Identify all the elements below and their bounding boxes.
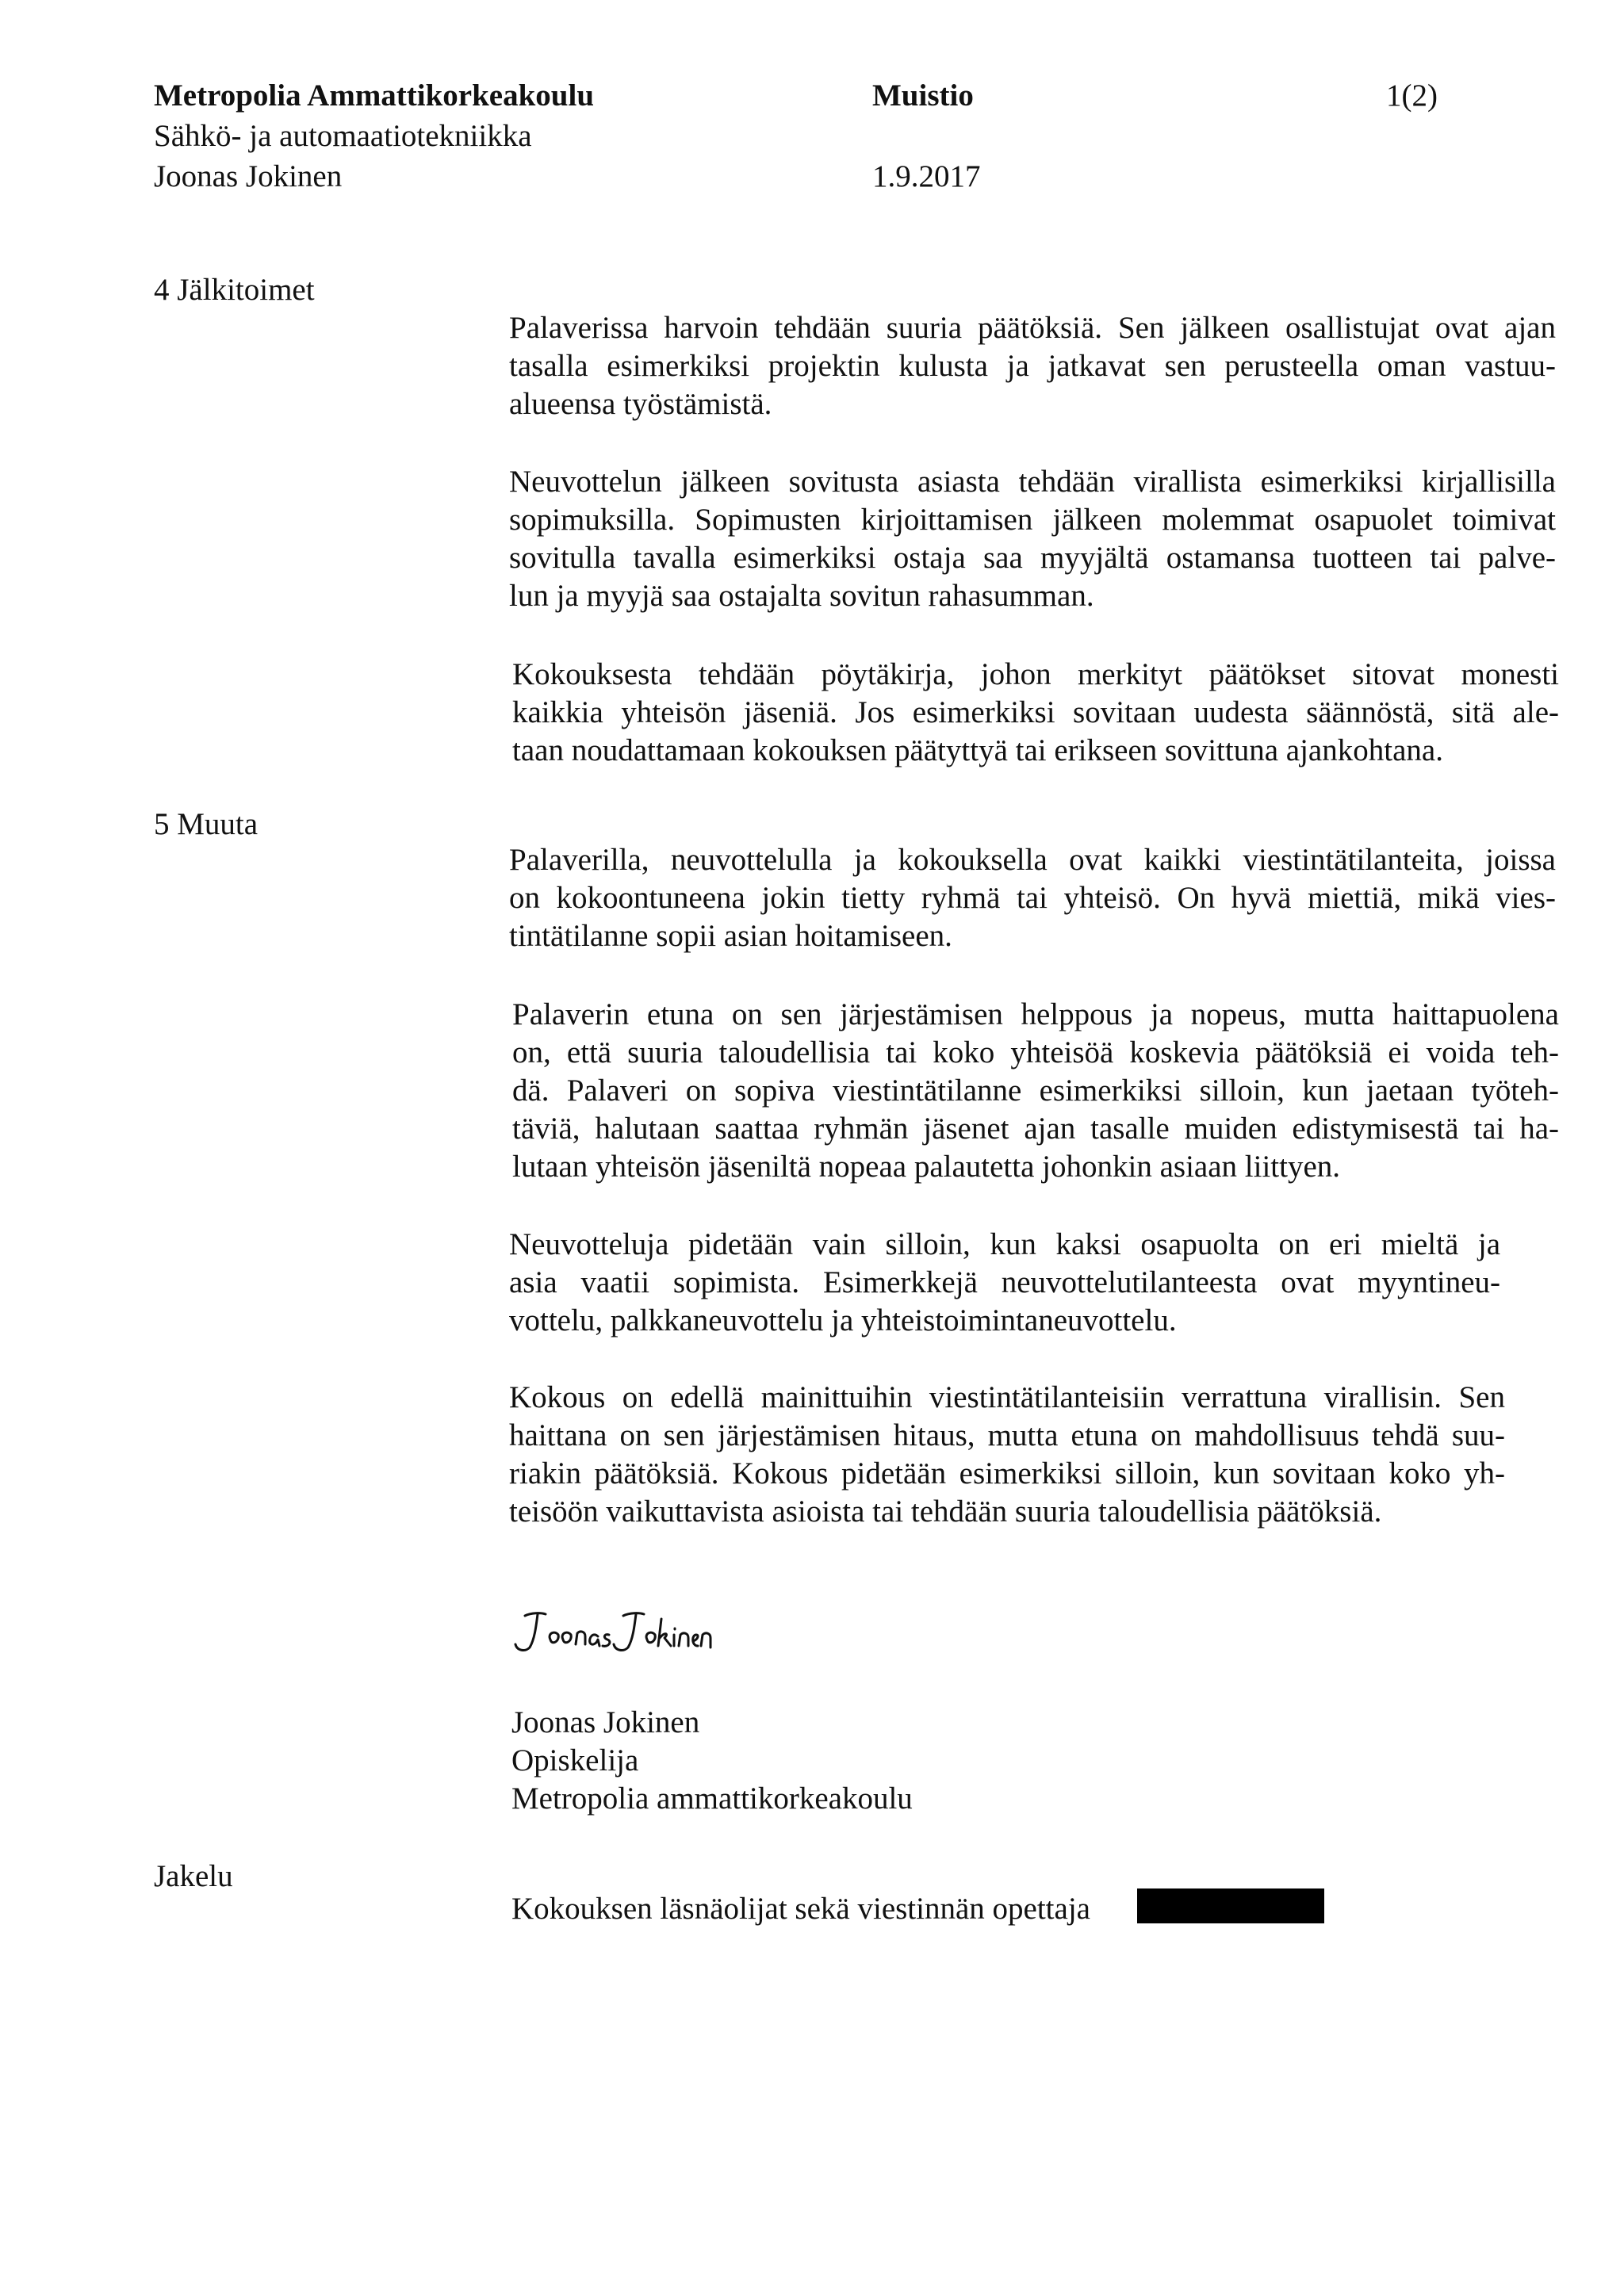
paragraph-line: Palaverilla, neuvottelulla ja kokouksella ovat kaikki viestintätilanteita, joissa (509, 843, 1556, 877)
paragraph-line: Palaverissa harvoin tehdään suuria päätöksiä. Sen jälkeen osallistujat ovat ajan (509, 311, 1556, 345)
header-doc-type: Muistio (872, 78, 974, 113)
signer-title: Opiskelija (511, 1743, 639, 1777)
header-organization: Metropolia Ammattikorkeakoulu (154, 78, 595, 113)
paragraph-line: Neuvotteluja pidetään vain silloin, kun kaksi osapuolta on eri mieltä ja (509, 1227, 1500, 1261)
paragraph-line: asia vaatii sopimista. Esimerkkejä neuvottelutilanteesta ovat myyntineu- (509, 1265, 1500, 1299)
paragraph-line: Palaverin etuna on sen järjestämisen helppous ja nopeus, mutta haittapuolena (512, 997, 1559, 1031)
other-paragraph-1 (509, 841, 1556, 955)
paragraph-line: riakin päätöksiä. Kokous pidetään esimerkiksi silloin, kun sovitaan koko yh- (509, 1456, 1505, 1490)
header-author: Joonas Jokinen (154, 159, 343, 193)
paragraph-line: teisöön vaikuttavista asioista tai tehdään suuria taloudellisia päätöksiä. (509, 1494, 1382, 1529)
paragraph-line: Kokous on edellä mainittuihin viestintätilanteisiin verrattuna virallisin. Sen (509, 1380, 1505, 1414)
paragraph-line: lun ja myyjä saa ostajalta sovitun rahasumman. (509, 579, 1094, 613)
paragraph-line: vottelu, palkkaneuvottelu ja yhteistoimintaneuvottelu. (509, 1303, 1177, 1337)
redaction-bar (1137, 1888, 1324, 1923)
paragraph-line: tintätilanne sopii asian hoitamiseen. (509, 919, 952, 953)
paragraph-line: lutaan yhteisön jäseniltä nopeaa palautetta johonkin asiaan liittyen. (512, 1150, 1341, 1184)
paragraph-line: kaikkia yhteisön jäseniä. Jos esimerkiksi sovitaan uudesta säännöstä, sitä ale- (512, 695, 1559, 729)
paragraph-line: Neuvottelun jälkeen sovitusta asiasta tehdään virallista esimerkiksi kirjallisilla (509, 465, 1556, 499)
other-paragraph-2 (512, 996, 1559, 1186)
paragraph-line: dä. Palaveri on sopiva viestintätilanne esimerkiksi silloin, kun jaetaan työteh- (512, 1073, 1559, 1108)
paragraph-line: taan noudattamaan kokouksen päätyttyä tai erikseen sovittuna ajankohtana. (512, 733, 1443, 767)
other-paragraph-4 (509, 1379, 1505, 1531)
paragraph-line: on kokoontuneena jokin tietty ryhmä tai yhteisö. On hyvä miettiä, mikä vies- (509, 881, 1556, 915)
paragraph-line: alueensa työstämistä. (509, 387, 772, 421)
followup-paragraph-2 (509, 463, 1556, 615)
paragraph-line: tasalla esimerkiksi projektin kulusta ja jatkavat sen perusteella oman vastuu- (509, 349, 1556, 383)
followup-paragraph-3 (512, 656, 1559, 770)
other-paragraph-3 (509, 1226, 1500, 1340)
header-department: Sähkö- ja automaatiotekniikka (154, 119, 532, 153)
paragraph-line: Kokouksesta tehdään pöytäkirja, johon merkityt päätökset sitovat monesti (512, 657, 1559, 691)
signer-name: Joonas Jokinen (511, 1705, 700, 1739)
paragraph-line: haittana on sen järjestämisen hitaus, mutta etuna on mahdollisuus tehdä suu- (509, 1418, 1505, 1452)
followup-paragraph-1 (509, 309, 1556, 423)
signer-organization: Metropolia ammattikorkeakoulu (511, 1781, 913, 1816)
header-date: 1.9.2017 (872, 159, 981, 193)
distribution-text: Kokouksen läsnäolijat sekä viestinnän opettaja (511, 1892, 1090, 1926)
handwritten-signature (508, 1605, 714, 1657)
section-label-other: 5 Muuta (154, 807, 259, 841)
distribution-label: Jakelu (154, 1859, 233, 1893)
paragraph-line: sopimuksilla. Sopimusten kirjoittamisen jälkeen molemmat osapuolet toimivat (509, 503, 1556, 537)
paragraph-line: täviä, halutaan saattaa ryhmän jäsenet ajan tasalle muiden edistymisestä tai ha- (512, 1112, 1559, 1146)
paragraph-line: sovitulla tavalla esimerkiksi ostaja saa myyjältä ostamansa tuotteen tai palve- (509, 541, 1556, 575)
header-page-number: 1(2) (1386, 78, 1438, 113)
section-label-followup: 4 Jälkitoimet (154, 273, 315, 307)
paragraph-line: on, että suuria taloudellisia tai koko yhteisöä koskevia päätöksiä ei voida teh- (512, 1035, 1559, 1070)
